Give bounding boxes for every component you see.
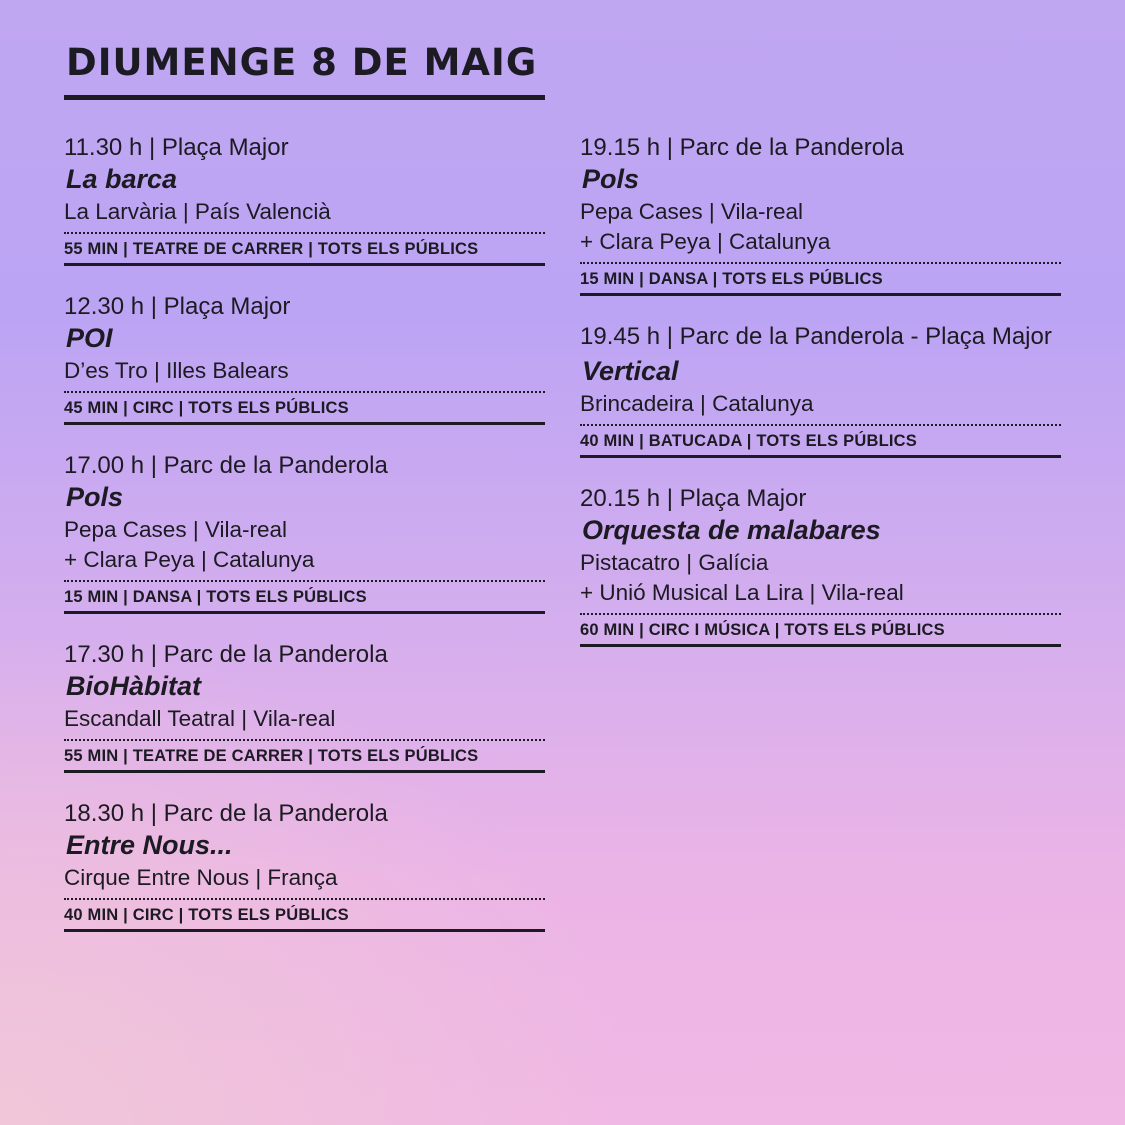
event-item — [64, 132, 545, 266]
event-company-line: Pepa Cases | Vila-real — [64, 517, 288, 542]
event-meta: 40 MIN | BATUCADA | TOTS ELS PÚBLICS — [580, 432, 917, 450]
event-meta: 60 MIN | CIRC I MÚSICA | TOTS ELS PÚBLICS — [580, 621, 945, 639]
event-company-line: D’es Tro | Illes Balears — [64, 358, 289, 383]
event-time-place: 11.30 h | Plaça Major — [64, 134, 289, 161]
event-title: Pols — [582, 164, 640, 194]
event-time-place: 19.45 h | Parc de la Panderola - Plaça Major — [580, 323, 1052, 350]
event-company-line: + Unió Musical La Lira | Vila-real — [580, 580, 904, 605]
event-meta: 15 MIN | DANSA | TOTS ELS PÚBLICS — [64, 588, 367, 606]
event-meta: 45 MIN | CIRC | TOTS ELS PÚBLICS — [64, 399, 349, 417]
event-company-line: Pistacatro | Galícia — [580, 550, 769, 575]
event-item — [64, 291, 545, 425]
event-item — [580, 483, 1061, 647]
event-time-place: 17.30 h | Parc de la Panderola — [64, 641, 388, 668]
event-title: La barca — [66, 164, 178, 194]
event-company — [580, 548, 1061, 608]
event-company-line: + Clara Peya | Catalunya — [64, 547, 315, 572]
event-company-line: Pepa Cases | Vila-real — [580, 199, 804, 224]
title-underline — [64, 95, 545, 100]
event-company — [64, 356, 545, 386]
event-time-place: 20.15 h | Plaça Major — [580, 485, 807, 512]
left-column — [64, 132, 545, 957]
event-item — [64, 798, 545, 932]
right-column — [580, 132, 1061, 672]
event-company — [64, 515, 545, 575]
event-company-line: La Larvària | País Valencià — [64, 199, 331, 224]
event-title: BioHàbitat — [66, 671, 201, 701]
event-title: Pols — [66, 482, 124, 512]
event-item — [580, 132, 1061, 296]
event-title: Orquesta de malabares — [582, 515, 881, 545]
event-meta: 55 MIN | TEATRE DE CARRER | TOTS ELS PÚBLICS — [64, 240, 479, 258]
event-meta: 55 MIN | TEATRE DE CARRER | TOTS ELS PÚBLICS — [64, 747, 479, 765]
event-time-place: 19.15 h | Parc de la Panderola — [580, 134, 904, 161]
event-item — [580, 318, 1061, 458]
event-title: Vertical — [582, 356, 679, 386]
event-title: Entre Nous... — [66, 830, 233, 860]
event-company — [64, 704, 545, 734]
event-company — [64, 197, 545, 227]
event-company-line: + Clara Peya | Catalunya — [580, 229, 831, 254]
page-title: DIUMENGE 8 DE MAIG — [66, 41, 538, 84]
event-company — [64, 863, 545, 893]
event-time-place: 17.00 h | Parc de la Panderola — [64, 452, 388, 479]
event-meta: 15 MIN | DANSA | TOTS ELS PÚBLICS — [580, 270, 883, 288]
event-time-place: 18.30 h | Parc de la Panderola — [64, 800, 388, 827]
event-item — [64, 639, 545, 773]
event-company — [580, 197, 1061, 257]
event-company-line: Cirque Entre Nous | França — [64, 865, 338, 890]
event-meta: 40 MIN | CIRC | TOTS ELS PÚBLICS — [64, 906, 349, 924]
event-item — [64, 450, 545, 614]
event-title: POI — [66, 323, 113, 353]
event-company — [580, 389, 1061, 419]
event-company-line: Brincadeira | Catalunya — [580, 391, 814, 416]
event-time-place: 12.30 h | Plaça Major — [64, 293, 291, 320]
event-company-line: Escandall Teatral | Vila-real — [64, 706, 336, 731]
